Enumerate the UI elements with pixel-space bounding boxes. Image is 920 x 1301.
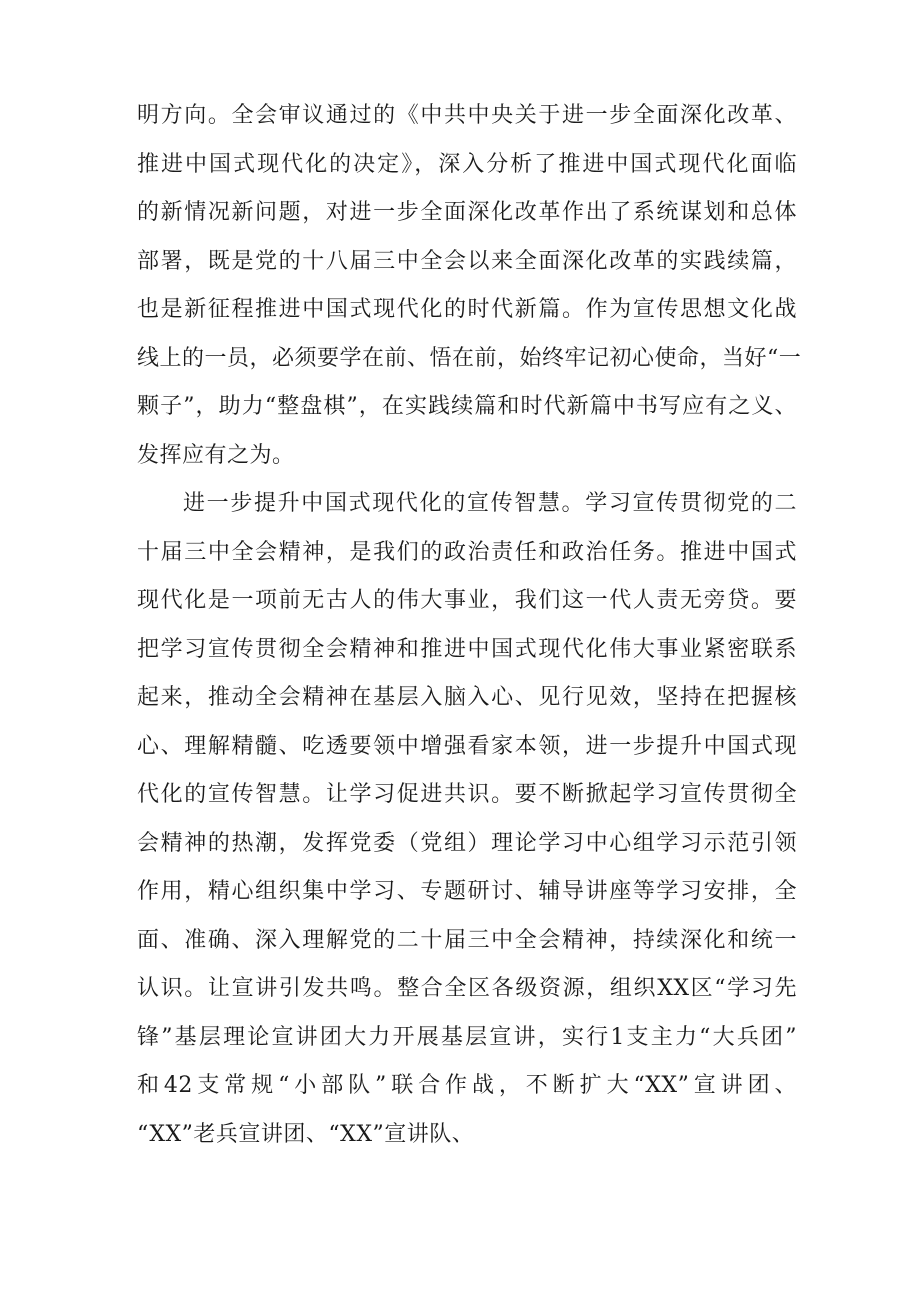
paragraph-line: 的新情况新问题，对进一步全面深化改革作出了系统谋划和总体 bbox=[137, 200, 797, 225]
paragraph-line: 起来，推动全会精神在基层入脑入心、见行见效，坚持在把握核 bbox=[137, 685, 797, 710]
paragraph-line: 心、理解精髓、吃透要领中增强看家本领，进一步提升中国式现 bbox=[137, 733, 797, 759]
paragraph-1 bbox=[137, 92, 802, 480]
paragraph-line: “XX”老兵宣讲团、“XX”宣讲队、 bbox=[137, 1121, 475, 1147]
paragraph-line: 线上的一员，必须要学在前、悟在前，始终牢记初心使命，当好“一 bbox=[137, 345, 802, 371]
paragraph-line: 明方向。全会审议通过的《中共中央关于进一步全面深化改革、 bbox=[137, 103, 797, 128]
paragraph-line: 也是新征程推进中国式现代化的时代新篇。作为宣传思想文化战 bbox=[137, 297, 797, 322]
paragraph-line: 认识。让宣讲引发共鸣。整合全区各级资源，组织XX区“学习先 bbox=[137, 976, 797, 1001]
paragraph-2 bbox=[137, 480, 797, 1159]
paragraph-line: 进一步提升中国式现代化的宣传智慧。学习宣传贯彻党的二 bbox=[183, 491, 797, 516]
paragraph-line: 颗子”，助力“整盘棋”，在实践续篇和时代新篇中书写应有之义、 bbox=[137, 394, 797, 419]
paragraph-line: 和42支常规“小部队”联合作战，不断扩大“XX”宣讲团、 bbox=[137, 1073, 797, 1098]
document-body bbox=[137, 92, 802, 1159]
paragraph-line: 把学习宣传贯彻全会精神和推进中国式现代化伟大事业紧密联系 bbox=[137, 636, 797, 662]
paragraph-line: 面、准确、深入理解党的二十届三中全会精神，持续深化和统一 bbox=[137, 927, 797, 953]
paragraph-line: 代化的宣传智慧。让学习促进共识。要不断掀起学习宣传贯彻全 bbox=[137, 782, 797, 807]
paragraph-line: 部署，既是党的十八届三中全会以来全面深化改革的实践续篇， bbox=[137, 248, 797, 274]
paragraph-line: 现代化是一项前无古人的伟大事业，我们这一代人责无旁贷。要 bbox=[137, 588, 797, 613]
paragraph-line: 十届三中全会精神，是我们的政治责任和政治任务。推进中国式 bbox=[137, 539, 797, 565]
paragraph-line: 作用，精心组织集中学习、专题研讨、辅导讲座等学习安排，全 bbox=[137, 879, 797, 904]
paragraph-line: 发挥应有之为。 bbox=[137, 442, 295, 468]
paragraph-line: 会精神的热潮，发挥党委（党组）理论学习中心组学习示范引领 bbox=[137, 830, 797, 856]
paragraph-line: 推进中国式现代化的决定》，深入分析了推进中国式现代化面临 bbox=[137, 151, 797, 177]
paragraph-line: 锋”基层理论宣讲团大力开展基层宣讲，实行1支主力“大兵团” bbox=[137, 1024, 797, 1050]
